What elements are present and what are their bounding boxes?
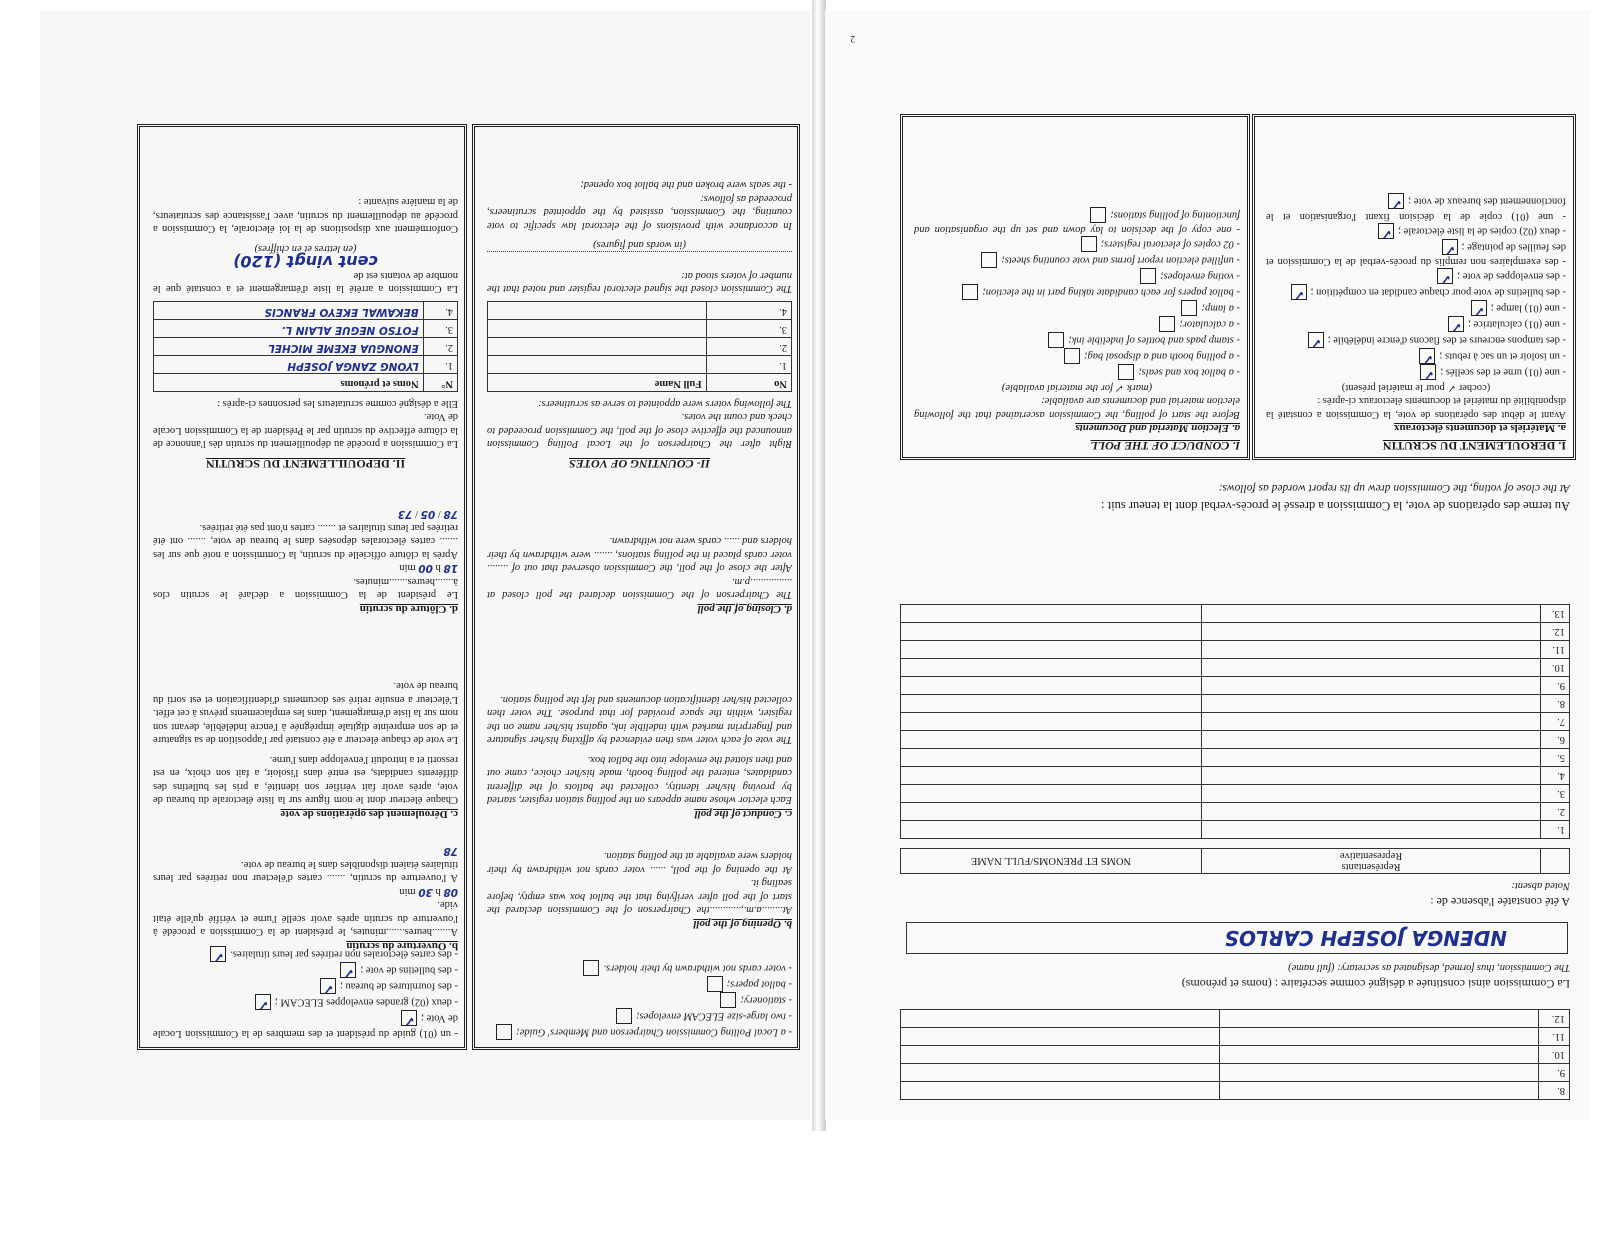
table-row: 5. [901,749,1570,767]
en-conduct [487,693,792,821]
fr-register-text: La Commission a arrêté la liste d'émargement et a constaté que le nombre de votants est de [153,270,458,295]
fr-final-text: Conformément aux dispositions de la loi électorale, la Commission a procédé au dépouillement du scrutin, avec l'assistance des scrutateurs, de la manière suivante : [153,196,458,235]
fr-count-text: La Commission a procédé au dépouillement du scrutin dès l'annonce de la clôture effective du scrutin par le Président de la Commission Locale de Vote. [153,411,458,450]
fr-item: - des exemplaires non remplis du procès-verbal de la Commission et des feuilles de pointage ;✓ [1266,239,1566,269]
fr-conduct [153,679,458,820]
en-final-text: In accordance with provisions of the electoral law specific to vote counting, the Commission, assisted by the appointed scrutineers, proceeded as follows: [487,193,792,231]
table-row: 10. [901,1046,1570,1064]
en-item: - stationery; [487,992,792,1008]
table-row: 3. [488,320,792,338]
en-closing [487,534,792,615]
fr-scrut-header-no: N° [423,374,457,392]
checkbox[interactable] [1140,269,1156,285]
table-row: 2. ENONGUA EKEME MICHEL [154,338,458,356]
absent-table [900,848,1570,874]
closing-fr: Au terme des opérations de vote, la Commission a dressé le procès-verbal dont la teneur suit : [1101,499,1570,513]
table-row: 8. [901,1082,1570,1100]
table-row: 2. [488,338,792,356]
en-item: - 02 copies of electoral registers; [914,237,1240,253]
checkbox[interactable] [340,963,356,979]
checkbox[interactable] [1118,365,1134,381]
checkbox[interactable] [720,992,736,1008]
en-sub-a: a. Election Material and Documents [1075,422,1240,435]
secretary-name: NDENGA JOSEPH CARLOS [1224,926,1507,950]
en-section-2: II- COUNTING OF VOTES [569,457,710,471]
open-min: 30 [418,886,433,898]
table-row: 12. [901,623,1570,641]
fr-item: - deux (02) copies de la liste électorale ;✓ [1266,223,1566,239]
checkbox[interactable] [1159,317,1175,333]
close-total: 78 [443,508,458,521]
fr-scrut-header-name: Noms et prénoms [154,374,424,392]
en-open-text: At........a.m.,............the Chairperson of the Commission declared the start of the poll after verifying that the ballot box was empty, before sealing it. [487,877,792,916]
open-hour: 08 [443,886,458,898]
table-row: 4. BEKAWAL EKEYO FRANCIS [154,302,458,320]
table-row: 7. [901,713,1570,731]
en-items-cont [487,960,792,1040]
close-not: 73 [397,508,413,521]
fr-item: - des bulletins de vote pour chaque candidat en compétition ;✓ [1266,285,1566,301]
close-min: 00 [418,562,433,575]
table-row: 10. [901,659,1570,677]
en-item: - stamp pads and bottles of indelible ink; [914,333,1240,349]
corner-mark: 2 [850,34,855,44]
table-row: 1. LYONG ZANGA JOSEPH [154,356,458,374]
en-words-label: (in words and figures) [593,239,686,251]
checkbox[interactable] [1182,301,1198,317]
en-voters-field[interactable] [487,252,792,269]
en-item: - a lamp; [914,301,1240,317]
fr-open-cards [153,844,458,858]
checkbox[interactable] [1064,349,1080,365]
en-close-text: The Chairperson of the Commission declared the poll closed at ................p.m. [487,576,792,601]
table-row: 8. [901,695,1570,713]
checkbox[interactable] [1448,317,1464,333]
en-counting [487,178,792,470]
en-section-1: I. CONDUCT OF THE POLL [1090,439,1240,453]
open-cards: 78 [443,845,458,858]
en-item: - a calculator; [914,317,1240,333]
table-row: 4. [488,302,792,320]
en-item: - one copy of the decision to lay down and set up the organisation and functioning of polling stations; [914,207,1240,237]
absent-header-rep: Représentants Representative [1202,849,1541,874]
absence-en: Noted absent: [1511,880,1570,891]
close-hour: 18 [443,562,458,575]
fr-close-time: 18 h 00 min [399,562,458,575]
table-row: 13. [901,605,1570,623]
fr-item: - des fournitures de bureau ;✓ [153,979,458,995]
en-scrut-header-name: Full Name [488,374,707,392]
fr-opening [153,844,458,952]
fr-section-1: I. DEROULEMENT DU SCRUTIN [1382,439,1566,453]
checkbox[interactable] [1378,223,1394,239]
fr-conduct-text: Chaque électeur dont le nom figure sur la liste électorale du bureau de vote, après avoir fait vérifier son identité, a pris les bulletins des différents candidats, est entré dans l'isoloir, a fait son choix, en est ressorti et a introduit l'enveloppe dans l'urne. [153,754,458,806]
fr-item: - une (01) copie de la décision fixant l'organisation et le fonctionnement des bureaux de vote ;✓ [1266,194,1566,224]
en-item: - ballot papers for each candidate taking part in the election; [914,285,1240,301]
fr-open-text: A.......heures.......minutes, le président de la Commission a procédé à l'ouverture du scrutin après avoir scellé l'urne et vérifié qu'elle était vide. [153,899,458,938]
fr-item: - des tampons encreurs et des flacons d'encre indélébile ;✓ [1266,333,1566,349]
checkbox[interactable] [1090,207,1106,223]
fr-counting [153,195,458,470]
checkbox[interactable] [962,285,978,301]
table-row: 1. [488,356,792,374]
checkbox[interactable] [1471,301,1487,317]
en-register-text: The Commission closed the signed electoral register and noted that the number of voters stood at: [487,270,792,295]
left-page [40,10,810,1120]
checkbox[interactable] [1442,239,1458,255]
en-item: - voting envelopes; [914,269,1240,285]
fr-items-cont [153,947,458,1041]
fr-open-time: 08 h 30 min [399,886,458,898]
checkbox[interactable] [981,253,997,269]
closing-en: At the close of voting, the Commission drew up its report worded as follows: [1218,482,1570,494]
checkbox[interactable] [1419,349,1435,365]
fr-sub-c: c. Déroulement des opérations de vote [280,808,458,820]
en-final-text-2: - the seals were broken and the ballot box opened; [580,179,792,191]
fr-item: - un isoloir et un sac à rebuts ;✓ [1266,349,1566,365]
checkbox[interactable] [1081,237,1097,253]
book-gutter [812,0,826,1131]
close-withdrawn: 05 [420,508,436,521]
en-intro-a: Before the start of polling, the Commission ascertained that the following election material and documents are available: [914,395,1240,420]
checkbox[interactable] [320,979,336,995]
fr-material-section [1266,194,1566,453]
fr-item: - un (01) guide du président et des membres de la Commission Locale de Vote ;✓ [153,1011,458,1041]
fr-item: - des cartes électorales non retirées par leurs titulaires.✓ [153,947,458,963]
fr-section-2: II. DEPOUILLEMENT DU SCRUTIN [205,457,406,471]
fr-scrutineer-table [153,302,458,393]
absence-fr: A été constatée l'absence de : [1430,895,1570,909]
en-item: - voter cards not withdrawn by their holders. [487,960,792,976]
en-material-section [914,207,1240,452]
fr-item: - une (01) urne et des scellés ;✓ [1266,365,1566,381]
checkbox[interactable] [1308,333,1324,349]
absent-header-name: NOMS ET PRENOMS/FULL NAME [901,849,1202,874]
checkbox[interactable] [707,976,723,992]
fr-sub-d: d. Clôture du scrutin [359,603,458,615]
table-row: 3. [901,785,1570,803]
fr-item: - une (01) calculatrice ;✓ [1266,317,1566,333]
en-mark: (mark ✓ for the material available) [1001,382,1153,393]
fr-words-label: (en lettres et en chiffres) [254,243,357,254]
table-row: 11. [901,1028,1570,1046]
en-conduct-text: Each elector whose name appears on the polling station register, started by proving his/her identity, collected the ballots of the different candidates, entered the polling booth, made his/her choice, came out and then slotted the envelope into the ballot box. [487,754,792,806]
absent-rows [900,604,1570,839]
fr-close-text-2: Après la clôture officielle du scrutin, la Commission a noté que sur les ....... cartes électorales déposées dans le bureau de vote, ....... ont été retirées par leurs titulaires et ....... cartes n'ont pas été retirées. [153,522,458,560]
table-row: 12. [901,1010,1570,1028]
right-page-rotated-content [825,10,1590,1120]
table-row: 1. [901,821,1570,839]
en-item: - two large-size ELECAM envelopes; [487,1008,792,1024]
table-row: 2. [901,803,1570,821]
checkbox[interactable] [496,1024,512,1040]
checkbox[interactable] [1048,333,1064,349]
secretary-label-en: The Commission, thus formed, designated as secretary: (full name) [1288,962,1570,973]
en-scrut-header-no: No [706,374,791,392]
en-conduct-text-2: The vote of each voter was then evidenced by affixing his/her signature and fingerprint marked with indelible ink, against his/her name on the register, within the space provided for that purpose. The voter then collected his/her identification documents and left the polling station. [487,694,792,746]
en-count-text-2: The following voters were appointed to serve as scrutineers: [538,398,792,409]
table-row: 3. FOTSO NEGUE ALAIN L. [154,320,458,338]
en-item: - a ballot box and seals; [914,365,1240,381]
fr-conduct-text-2: Le vote de chaque électeur a été constaté par l'apposition de sa signature et de son empreinte digitale imprégnée à l'encre indélébile, devant son nom sur la liste d'émargement, dans les emplacements prévus à cet effet. L'électeur a ensuite retiré ses documents d'identification et est sorti du bureau de vote. [153,680,458,746]
checkbox[interactable] [1291,285,1307,301]
top-continuation-table [900,1009,1570,1100]
table-row: 9. [901,1064,1570,1082]
checkbox[interactable] [401,1011,417,1027]
fr-sub-a: a. Matériels et documents électoraux [1394,422,1566,435]
left-page-rotated-content [40,10,810,1120]
voters-written[interactable]: cent vingt (120) [233,252,378,272]
fr-item: - des enveloppes de vote ;✓ [1266,269,1566,285]
checkbox[interactable] [1388,194,1404,210]
fr-closing [153,507,458,615]
fr-close-figures: 78 / 05 / 73 [397,508,458,521]
en-close-text-2: After the close of the poll, the Commission observed that out of ........ voter cards placed in the polling stations, ....... were withdrawn by their holders and ...... cards were not withdrawn. [487,535,792,574]
fr-item: - deux (02) grandes enveloppes ELECAM ;✓ [153,995,458,1011]
en-item: - unfilled election report forms and vote counting sheets; [914,253,1240,269]
en-sub-d: d. Closing of the poll [697,603,792,615]
checkbox[interactable] [616,1008,632,1024]
table-row: 4. [901,767,1570,785]
fr-intro-a: Avant le début des opérations de vote, la Commission a constaté la disponibilité du matériel et documents électoraux ci-après : [1266,395,1566,420]
en-item: - a Local Polling Commission Chairperson and Members' Guide; [487,1024,792,1040]
checkbox[interactable] [583,960,599,976]
table-row: 11. [901,641,1570,659]
en-count-text: Right after the Chairperson of the Local Polling Commission announced the effective close of the poll, the Commission proceeded to check and count the votes. [487,411,792,450]
en-scrutineer-table [487,302,792,393]
fr-open-text-2: A l'ouverture du scrutin, ....... cartes d'électeur non retirées par leurs titulaires étaient disponibles dans le bureau de vote. [153,859,458,884]
secretary-label-fr: La Commission ainsi constituée a désigné comme secrétaire : (noms et prénoms) [1181,977,1570,991]
table-row: 9. [901,677,1570,695]
fr-count-text-2: Elle a désigné comme scrutateurs les personnes ci-après : [217,398,458,409]
checkbox[interactable] [1437,269,1453,285]
en-item: - ballot papers; [487,976,792,992]
right-page [825,10,1590,1120]
en-sub-b: b. Opening of the poll [693,918,792,930]
en-open-text-2: At the opening of the poll, ...... voter cards not withdrawn by their holders were available at the polling station. [487,850,792,875]
en-item: - a polling booth and a disposal bag; [914,349,1240,365]
fr-item: - des bulletins de vote ;✓ [153,963,458,979]
fr-cocher: (cocher ✓ pour le matériel présent) [1341,382,1491,393]
fr-sub-b: b. Ouverture du scrutin [346,940,458,952]
en-opening [487,849,792,930]
checkbox[interactable] [255,995,271,1011]
secretary-name-field[interactable] [906,922,1568,954]
fr-close-text: Le président de la Commission a déclaré le scrutin clos à.......heures.......minutes. [153,576,458,601]
en-sub-c: c. Conduct of the poll [694,808,792,820]
table-row: 6. [901,731,1570,749]
fr-item: - une (01) lampe ;✓ [1266,301,1566,317]
